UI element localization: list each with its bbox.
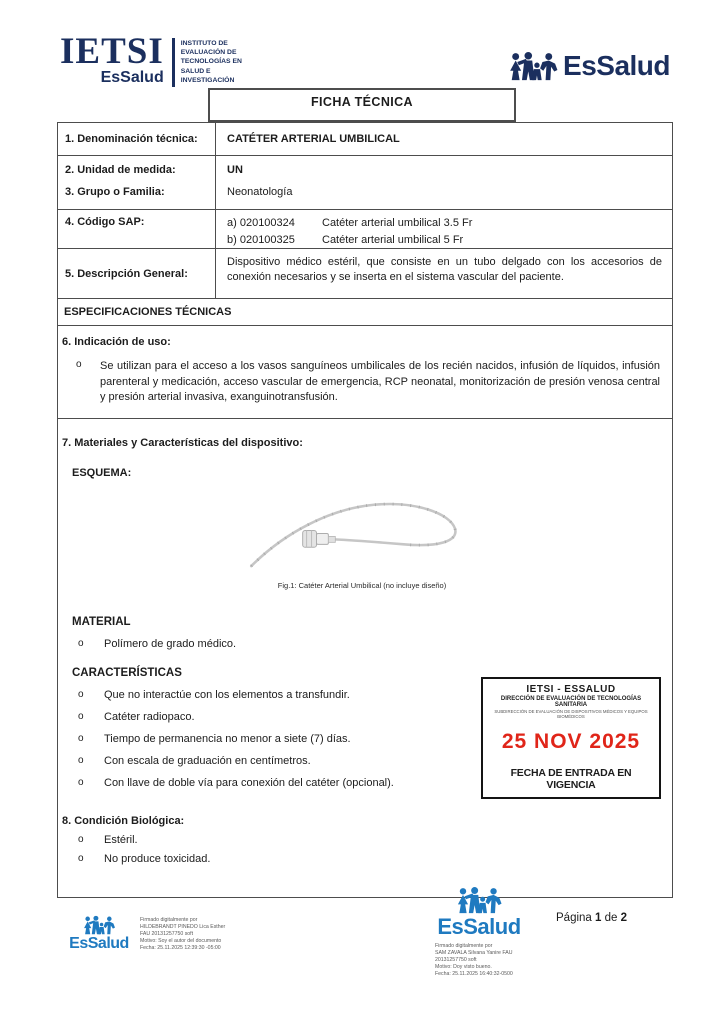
ietsi-tagline-line: INSTITUTO DE [180,40,228,47]
catheter-figure [62,485,662,590]
ietsi-brand: EsSalud [100,69,164,87]
page-number [556,912,627,924]
bullet-marker: o [76,359,82,370]
sap-desc: Catéter arterial umbilical 5 Fr [322,234,464,246]
row-label: 3. Grupo o Familia: [65,186,165,198]
ietsi-tagline-line: SALUD E [180,67,211,75]
bullet-marker: o [78,689,84,700]
row-value: Dispositivo médico estéril, que consiste en un tubo delgado con los accesorios de conexión necesarios y se inserta en el sistema vascular del paciente. [227,256,662,283]
bullet-marker: o [78,853,84,864]
essalud-family-icon [507,50,559,82]
table-row-descripcion [58,249,672,299]
page-prefix: Página [556,912,592,924]
stamp-org: IETSI - ESSALUD [526,684,616,695]
signature-line: Fecha: 25.11.2025 12:39:30 -05:00 [140,945,221,952]
signature-line: Motivo: Doy visto bueno. [435,964,492,971]
caracteristica-item: o Tiempo de permanencia no menor a siete (7) días. [78,733,351,745]
essalud-logo-footer-center [433,886,525,940]
essalud-logo-header [507,50,670,82]
figure-caption: Fig.1: Catéter Arterial Umbilical (no incluye diseño) [277,581,447,590]
ietsi-tagline-line: EVALUACIÓN DE [180,49,237,57]
essalud-wordmark: EsSalud [563,50,670,81]
table-row-denominacion [58,123,672,156]
sap-code: a) 020100324 [227,217,295,229]
ietsi-tagline-line: INVESTIGACIÓN [180,76,235,84]
table-row-codigo-sap [58,210,672,249]
ietsi-acronym: IETSI [60,31,164,72]
essalud-wordmark: EsSalud [437,914,521,939]
essalud-logo-footer-left [66,915,132,953]
bullet-marker: o [78,834,84,845]
caracteristica-item: o Con llave de doble vía para conexión del catéter (opcional). [78,777,394,789]
essalud-family-icon [455,886,503,914]
material-header: MATERIAL [72,616,131,628]
signature-block-left [66,915,225,953]
signature-line: Firmado digitalmente por [435,943,493,949]
ietsi-logo [60,31,242,87]
condicion-item: o Estéril. [78,834,138,846]
bullet-marker: o [78,777,84,788]
section-condicion-biologica [62,815,662,865]
table-row-unidad-grupo [58,156,672,210]
technical-sheet-table [57,122,673,898]
caracteristica-item: o Catéter radiopaco. [78,711,195,723]
indicacion-text: Se utilizan para el acceso a los vasos sanguíneos umbilicales de los recién nacidos, infusión de líquidos, infusión parenteral y medicación, acceso vascular de emergencia, RCP neonatal, monitorización de presión venosa central y presión arterial invasiva, exanguinotransfusión. [100,360,660,403]
page-current: 1 [595,912,602,924]
caracteristica-item: o Que no interactúe con los elementos a transfundir. [78,689,350,701]
bullet-marker: o [78,711,84,722]
page-total: 2 [620,912,628,924]
signature-line: 20131257750 soft [435,957,477,964]
material-item: o Polímero de grado médico. [78,638,237,650]
section-indicacion [58,326,672,419]
spec-section-header: ESPECIFICACIONES TÉCNICAS [58,299,672,326]
ietsi-tagline-line: TECNOLOGÍAS EN [180,58,242,66]
row-value: UN [227,164,243,176]
signature-line: Motivo: Soy el autor del documento [140,938,222,945]
condicion-item: o No produce toxicidad. [78,853,211,865]
caracteristicas-header: CARACTERÍSTICAS [72,667,182,679]
bullet-marker: o [78,638,84,649]
section-title: 7. Materiales y Características del dispositivo: [62,437,303,449]
signature-line: Fecha: 25.11.2025 16:40:32-0500 [435,971,513,978]
essalud-wordmark: EsSalud [69,935,129,952]
row-label: 4. Código SAP: [58,210,216,248]
signature-line: HILDEBRANDT PINEDO Lica Esther [140,924,226,931]
stamp-caption: FECHA DE ENTRADA EN VIGENCIA [510,767,632,791]
row-label: 1. Denominación técnica: [58,123,216,155]
catheter-drawing-icon [243,485,481,574]
bullet-marker: o [78,755,84,766]
signature-block-center [433,886,553,978]
stamp-date: 25 NOV 2025 [501,730,641,753]
logo-divider [172,38,175,87]
stamp-direction: DIRECCIÓN DE EVALUACIÓN DE TECNOLOGÍAS SANITARIA [500,696,642,708]
row-value: Neonatología [227,186,293,198]
stamp-subdirection: SUBDIRECCIÓN DE EVALUACIÓN DE DISPOSITIVOS MÉDICOS Y EQUIPOS BIOMÉDICOS [494,709,648,719]
validity-stamp [481,677,661,799]
bullet-marker: o [78,733,84,744]
section-title: 6. Indicación de uso: [62,336,171,348]
page-of: de [604,912,618,924]
sap-code: b) 020100325 [227,234,295,246]
row-label: 2. Unidad de medida: [65,164,176,176]
essalud-family-icon [82,915,116,935]
signature-line: SAM ZAVALA Silvana Yanire FAU [435,950,513,957]
esquema-label: ESQUEMA: [72,467,132,479]
signature-line: Firmado digitalmente por [140,917,198,923]
doc-title-box: FICHA TÉCNICA [208,88,516,122]
sap-desc: Catéter arterial umbilical 3.5 Fr [322,217,473,229]
section-title: 8. Condición Biológica: [62,815,185,827]
row-value: CATÉTER ARTERIAL UMBILICAL [227,133,400,145]
section-materiales [58,419,672,897]
sap-code-line [227,232,662,249]
sap-code-line [227,215,662,232]
row-label: 5. Descripción General: [58,249,216,298]
signature-line: FAU 20131257750 soft [140,931,194,938]
caracteristica-item: o Con escala de graduación en centímetros. [78,755,311,767]
